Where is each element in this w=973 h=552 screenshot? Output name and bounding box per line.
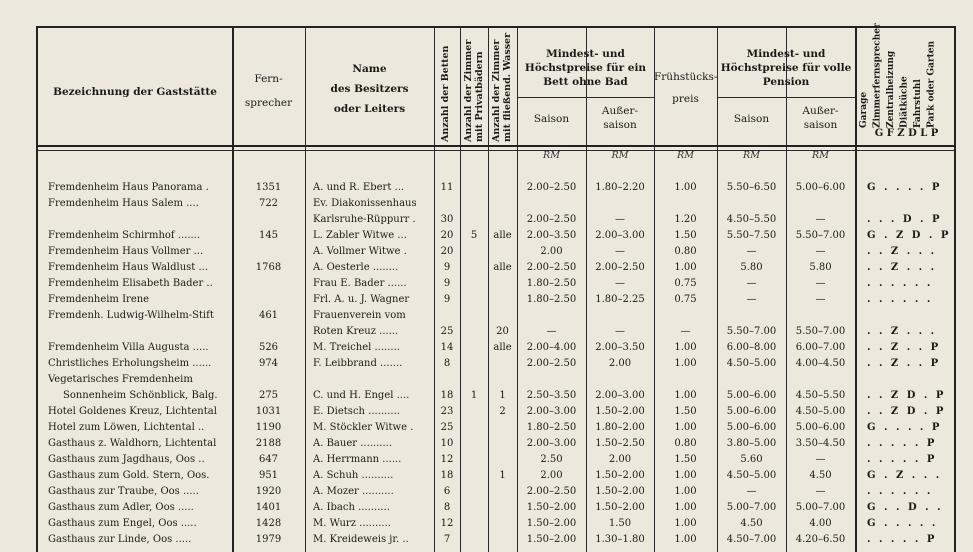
header-breakfast-line1: Frühstücks- [654, 71, 718, 83]
cell-s2: 4.50–5.50 [726, 214, 777, 225]
cell-o2: 5.80 [809, 262, 832, 273]
cell-o1: — [615, 278, 625, 289]
unit-label: RM [543, 150, 560, 161]
cell-s2: 3.80–5.00 [726, 438, 777, 449]
cell-flags: . . . D . P [867, 214, 940, 225]
header-offseason-1-line1: Außer- [601, 105, 639, 117]
cell-name: Fremdenheim Villa Augusta ..... [48, 342, 209, 353]
cell-phone: 1401 [255, 502, 282, 513]
cell-o2: — [815, 214, 826, 225]
table-row [0, 499, 973, 516]
cell-fr: 1.00 [674, 422, 697, 433]
cell-s1: 1.50–2.00 [526, 534, 577, 545]
cell-name: Fremdenheim Irene [48, 294, 150, 305]
cell-water: alle [493, 262, 512, 273]
table-row [0, 211, 973, 228]
cell-beds: 18 [440, 390, 454, 401]
cell-flags: . . . . . P [867, 454, 935, 465]
cell-beds: 20 [440, 246, 454, 257]
cell-fr: 1.50 [674, 454, 697, 465]
cell-s2: 4.50–7.00 [726, 534, 777, 545]
cell-phone: 722 [258, 198, 279, 209]
header-price-no-bath [517, 47, 654, 89]
cell-o1: 1.80–2.00 [595, 422, 645, 433]
cell-flags: G . . . . P [867, 182, 940, 193]
cell-fr: 1.50 [674, 406, 697, 417]
table-row [0, 307, 973, 324]
header-name: Bezeichnung der Gaststätte [53, 86, 217, 98]
cell-owner: A. Ibach .......... [313, 502, 390, 513]
cell-o2: 3.50–4.50 [795, 438, 846, 449]
table-row [0, 275, 973, 292]
header-owner [305, 62, 434, 116]
cell-name: Fremdenheim Elisabeth Bader .. [48, 278, 213, 289]
cell-s1: — [546, 326, 557, 337]
cell-o2: — [815, 486, 826, 497]
cell-s1: 1.80–2.50 [526, 278, 577, 289]
cell-s1: 2.00–3.00 [526, 438, 577, 449]
cell-o2: 4.00–4.50 [795, 358, 846, 369]
cell-phone: 1351 [255, 182, 282, 193]
cell-o2: 5.00–7.00 [795, 502, 846, 513]
cell-water: alle [493, 230, 512, 241]
cell-o1: 1.50–2.00 [595, 470, 645, 481]
cell-owner: Ev. Diakonissenhaus [313, 198, 417, 209]
table-row [0, 259, 973, 276]
cell-owner: Roten Kreuz ...... [313, 326, 399, 337]
cell-water: 2 [499, 406, 506, 417]
cell-o2: 5.00–6.00 [795, 182, 846, 193]
header-breakfast [654, 70, 717, 106]
subheader-line [517, 97, 654, 98]
cell-owner: A. Schuh .......... [313, 470, 394, 481]
table-row [0, 339, 973, 356]
cell-phone: 1768 [255, 262, 282, 273]
cell-o1: 1.50–2.00 [595, 486, 645, 497]
cell-s2: 6.00–8.00 [726, 342, 777, 353]
table-row [0, 483, 973, 500]
header-bottom-line [36, 145, 956, 147]
cell-flags: . . Z . . . [867, 326, 935, 337]
cell-flags: G . Z . . . [867, 470, 940, 481]
cell-beds: 23 [440, 406, 454, 417]
header-owner-line1: Name [352, 63, 387, 75]
cell-phone: 145 [258, 230, 279, 241]
cell-name: Gasthaus zum Adler, Oos ..... [48, 502, 194, 513]
cell-s2: 5.00–6.00 [726, 406, 777, 417]
header-offseason-2 [786, 104, 855, 132]
cell-beds: 25 [440, 422, 454, 433]
cell-fr: 1.00 [674, 182, 697, 193]
header-phone [232, 72, 305, 110]
cell-phone: 461 [258, 310, 279, 321]
cell-bath: 1 [470, 390, 478, 401]
cell-phone: 275 [258, 390, 279, 401]
cell-name: Fremdenheim Schirmhof ....... [48, 230, 201, 241]
cell-beds: 30 [440, 214, 454, 225]
cell-s1: 2.00–2.50 [526, 486, 577, 497]
cell-owner: M. Stöckler Witwe . [313, 422, 414, 433]
cell-o1: — [615, 246, 625, 257]
subheader-line [717, 97, 855, 98]
cell-name: Fremdenheim Haus Salem .... [48, 198, 199, 209]
cell-s1: 1.50–2.00 [526, 502, 577, 513]
cell-o1: 1.50 [608, 518, 632, 529]
cell-water: 1 [499, 390, 506, 401]
cell-flags: . . Z D . P [867, 390, 944, 401]
cell-s1: 2.00 [540, 246, 563, 257]
cell-s1: 2.00 [540, 470, 563, 481]
cell-owner: F. Leibbrand ....... [313, 358, 403, 369]
cell-o2: — [815, 278, 826, 289]
cell-flags: G . Z D . P [867, 230, 949, 241]
cell-fr: 0.75 [674, 278, 697, 289]
cell-s1: 1.80–2.50 [526, 294, 577, 305]
cell-fr: 1.00 [674, 390, 697, 401]
cell-flags: . . . . . P [867, 534, 935, 545]
cell-fr: 1.50 [674, 230, 697, 241]
cell-s1: 2.00–2.50 [526, 358, 577, 369]
header-breakfast-line2: preis [672, 93, 699, 105]
cell-s2: — [746, 486, 757, 497]
unit-label: RM [611, 150, 629, 161]
cell-o2: 5.00–6.00 [795, 422, 846, 433]
header-price-no-bath-line1: Mindest- und [546, 48, 625, 60]
table-row [0, 515, 973, 532]
cell-fr: 1.00 [674, 502, 697, 513]
cell-s2: 5.80 [740, 262, 763, 273]
cell-beds: 8 [443, 358, 451, 369]
cell-o1: 2.00 [608, 454, 632, 465]
cell-water: 1 [499, 470, 506, 481]
cell-owner: M. Kreideweis jr. .. [313, 534, 409, 545]
cell-o1: 1.50–2.00 [595, 502, 645, 513]
table-row [0, 179, 973, 196]
table-row [0, 403, 973, 420]
cell-phone: 1428 [255, 518, 282, 529]
cell-s2: — [746, 294, 757, 305]
cell-o1: 2.00–3.00 [595, 230, 645, 241]
cell-name: Gasthaus zum Jagdhaus, Oos .. [48, 454, 205, 465]
cell-o1: 1.50–2.50 [595, 438, 645, 449]
cell-name: Fremdenheim Haus Panorama . [48, 182, 209, 193]
cell-phone: 2188 [255, 438, 282, 449]
cell-phone: 951 [258, 470, 279, 481]
cell-beds: 9 [443, 294, 451, 305]
cell-owner: A. Mozer .......... [313, 486, 394, 497]
cell-o2: 5.50–7.00 [795, 230, 846, 241]
cell-name: Gasthaus zum Gold. Stern, Oos. [48, 470, 210, 481]
cell-fr: 1.00 [674, 534, 697, 545]
cell-flags: . . Z D . P [867, 406, 944, 417]
cell-o1: 2.00–2.50 [595, 262, 645, 273]
cell-o2: 4.00 [809, 518, 832, 529]
cell-beds: 6 [443, 486, 451, 497]
cell-fr: 0.75 [674, 294, 697, 305]
cell-s2: 5.50–6.50 [726, 182, 777, 193]
cell-beds: 10 [440, 438, 454, 449]
cell-phone: 974 [258, 358, 279, 369]
cell-owner: Karlsruhe-Rüppurr . [313, 214, 416, 225]
header-price-full [717, 47, 855, 89]
header-price-full-line1: Mindest- und [746, 48, 826, 60]
cell-water: 20 [496, 326, 509, 337]
cell-o1: 2.00–3.00 [595, 390, 645, 401]
cell-flags: . . Z . . . [867, 246, 935, 257]
header-price-no-bath-line2: Höchstpreise für ein [524, 62, 647, 74]
cell-name: Fremdenheim Haus Waldlust ... [48, 262, 209, 273]
cell-beds: 14 [440, 342, 454, 353]
cell-fr: 1.00 [674, 486, 697, 497]
header-phone-line2: sprecher [244, 97, 293, 109]
cell-s1: 2.00–2.50 [526, 214, 577, 225]
cell-s2: 5.50–7.50 [726, 230, 777, 241]
cell-name: Fremdenheim Haus Vollmer ... [48, 246, 204, 257]
unit-label: RM [812, 150, 829, 161]
cell-s2: — [746, 278, 757, 289]
table-row [0, 371, 973, 388]
cell-fr: 0.80 [674, 246, 697, 257]
cell-flags: G . . . . P [867, 422, 940, 433]
cell-o1: 2.00–3.50 [595, 342, 645, 353]
header-price-full-line3: Pension [762, 76, 810, 88]
cell-beds: 12 [440, 518, 454, 529]
cell-o1: 1.30–1.80 [595, 534, 645, 545]
cell-beds: 25 [440, 326, 454, 337]
cell-o2: 5.50–7.00 [795, 326, 846, 337]
cell-name: Hotel zum Löwen, Lichtental .. [48, 422, 205, 433]
cell-owner: L. Zabler Witwe ... [313, 230, 407, 241]
cell-s2: 4.50–5.00 [726, 358, 777, 369]
table-row [0, 419, 973, 436]
header-beds: Anzahl der Betten [440, 45, 451, 142]
cell-fr: 1.20 [674, 214, 697, 225]
cell-s1: 1.50–2.00 [526, 518, 577, 529]
cell-beds: 18 [440, 470, 454, 481]
cell-s2: 4.50–5.00 [726, 470, 777, 481]
cell-owner: C. und H. Engel .... [313, 390, 410, 401]
cell-beds: 9 [443, 262, 451, 273]
cell-phone: 1031 [255, 406, 282, 417]
cell-owner: M. Wurz .......... [313, 518, 391, 529]
cell-flags: . . . . . . [867, 486, 931, 497]
cell-s2: 5.00–7.00 [726, 502, 777, 513]
cell-o1: 1.50–2.00 [595, 406, 645, 417]
cell-bath: 5 [470, 230, 478, 241]
cell-owner: A. Oesterle ........ [313, 262, 399, 273]
header-owner-line3: oder Leiters [333, 103, 406, 115]
cell-s1: 2.00–4.00 [526, 342, 577, 353]
cell-s1: 2.00–2.50 [526, 182, 577, 193]
cell-owner: A. und R. Ebert ... [313, 182, 405, 193]
cell-s1: 2.50–3.50 [526, 390, 577, 401]
cell-s2: 4.50 [740, 518, 763, 529]
cell-name: Christliches Erholungsheim ...... [48, 358, 212, 369]
cell-s2: 5.60 [740, 454, 763, 465]
cell-o1: 1.80–2.20 [595, 182, 645, 193]
cell-flags: G . . D . . [867, 502, 941, 513]
cell-beds: 20 [440, 230, 454, 241]
cell-s1: 2.00–3.50 [526, 230, 577, 241]
cell-beds: 12 [440, 454, 454, 465]
cell-beds: 7 [443, 534, 451, 545]
cell-owner: A. Herrmann ...... [313, 454, 402, 465]
cell-phone: 647 [258, 454, 279, 465]
cell-s2: 5.50–7.00 [726, 326, 777, 337]
header-season-2: Saison [733, 113, 770, 125]
cell-flags: . . . . . . [867, 278, 931, 289]
cell-phone: 1920 [255, 486, 282, 497]
cell-o1: — [615, 326, 625, 337]
table-row [0, 243, 973, 260]
cell-o2: — [815, 246, 826, 257]
cell-o2: 6.00–7.00 [795, 342, 846, 353]
table-row [0, 435, 973, 452]
cell-s2: — [746, 246, 757, 257]
cell-fr: 0.80 [674, 438, 697, 449]
cell-fr: 1.00 [674, 262, 697, 273]
cell-name: Gasthaus zum Engel, Oos ..... [48, 518, 197, 529]
cell-owner: Frauenverein vom [313, 310, 406, 321]
cell-fr: 1.00 [674, 342, 697, 353]
cell-o2: 4.50 [809, 470, 832, 481]
cell-flags: . . Z . . P [867, 342, 939, 353]
cell-name: Gasthaus z. Waldhorn, Lichtental [48, 438, 217, 449]
cell-name: Sonnenheim Schönblick, Balg. [63, 390, 218, 401]
cell-flags: . . Z . . P [867, 358, 939, 369]
cell-s1: 2.50 [540, 454, 563, 465]
cell-o2: 4.20–6.50 [795, 534, 846, 545]
cell-phone: 1190 [255, 422, 282, 433]
table-row [0, 323, 973, 340]
cell-beds: 8 [443, 502, 451, 513]
cell-o2: 4.50–5.00 [795, 406, 846, 417]
header-offseason-2-line1: Außer- [802, 105, 839, 117]
cell-o1: 1.80–2.25 [595, 294, 645, 305]
cell-o1: — [615, 214, 625, 225]
header-offseason-1-line2: saison [603, 119, 637, 131]
table-row [0, 355, 973, 372]
table-row [0, 531, 973, 548]
header-offseason-1 [586, 104, 654, 132]
header-price-full-line2: Höchstpreise für volle [720, 62, 852, 74]
table-row [0, 467, 973, 484]
cell-fr: 1.00 [674, 358, 697, 369]
cell-name: Gasthaus zur Linde, Oos ..... [48, 534, 192, 545]
header-features: Garage Zimmerfernsprecher Zentralheizung Diätküche Fahrstuhl Park oder Garten [859, 23, 937, 128]
cell-name: Gasthaus zur Traube, Oos ..... [48, 486, 199, 497]
header-owner-line2: des Besitzers [330, 83, 409, 95]
table-row [0, 195, 973, 212]
cell-owner: A. Bauer .......... [313, 438, 392, 449]
header-offseason-2-line2: saison [803, 119, 838, 131]
cell-flags: . . . . . . [867, 294, 931, 305]
header-rooms-bath: Anzahl der Zimmer mit Privatbädern [463, 39, 485, 142]
cell-flags: . . . . . P [867, 438, 935, 449]
table-row [0, 387, 973, 404]
cell-s1: 2.00–3.00 [526, 406, 577, 417]
cell-phone: 1979 [255, 534, 282, 545]
cell-o1: 2.00 [608, 358, 632, 369]
cell-owner: Frau E. Bader ...... [313, 278, 407, 289]
table-row [0, 451, 973, 468]
cell-name: Vegetarisches Fremdenheim [48, 374, 193, 385]
cell-o2: — [815, 454, 826, 465]
cell-flags: . . Z . . . [867, 262, 935, 273]
header-rooms-water: Anzahl der Zimmer mit fließend. Wasser [491, 32, 513, 142]
cell-phone: 526 [258, 342, 279, 353]
unit-label: RM [743, 150, 760, 161]
cell-fr: 1.00 [674, 470, 697, 481]
table-row [0, 227, 973, 244]
cell-o2: 4.50–5.50 [795, 390, 846, 401]
cell-s1: 1.80–2.50 [526, 422, 577, 433]
cell-fr: 1.00 [674, 518, 697, 529]
unit-label: RM [677, 150, 694, 161]
cell-beds: 11 [440, 182, 454, 193]
cell-water: alle [493, 342, 512, 353]
cell-owner: Frl. A. u. J. Wagner [313, 294, 410, 305]
cell-name: Fremdenh. Ludwig-Wilhelm-Stift [48, 310, 214, 321]
header-season-1: Saison [533, 113, 570, 125]
header-price-no-bath-line3: Bett ohne Bad [543, 76, 628, 88]
cell-owner: E. Dietsch .......... [313, 406, 400, 417]
header-phone-line1: Fern- [254, 73, 283, 85]
header-feature-codes: G F Z D L P [874, 128, 939, 139]
cell-s2: 5.00–6.00 [726, 390, 777, 401]
cell-fr: — [680, 326, 691, 337]
cell-owner: A. Vollmer Witwe . [313, 246, 407, 257]
cell-beds: 9 [443, 278, 451, 289]
cell-owner: M. Treichel ........ [313, 342, 400, 353]
table-row [0, 291, 973, 308]
cell-name: Hotel Goldenes Kreuz, Lichtental [48, 406, 217, 417]
cell-o2: — [815, 294, 826, 305]
cell-s1: 2.00–2.50 [526, 262, 577, 273]
cell-flags: G . . . . . [867, 518, 936, 529]
cell-s2: 5.00–6.00 [726, 422, 777, 433]
